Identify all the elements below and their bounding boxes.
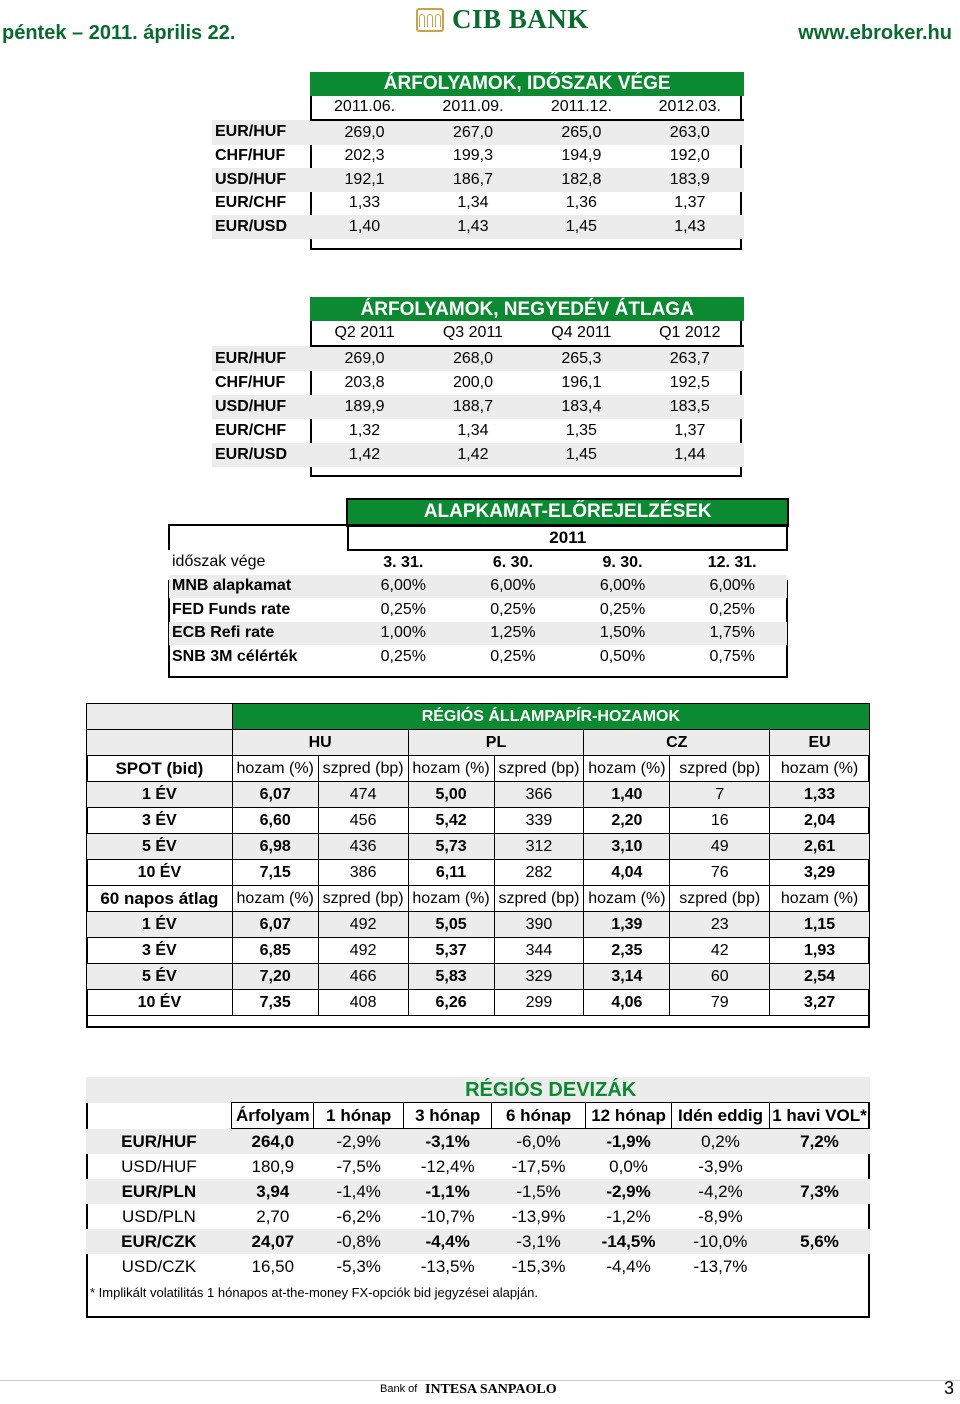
table-row: CHF/HUF 202,3 199,3 194,9 192,0 (215, 147, 710, 165)
table-row: EUR/CHF 1,33 1,34 1,36 1,37 (215, 194, 706, 212)
table-row: MNB alapkamat 6,00% 6,00% 6,00% 6,00% (169, 575, 787, 599)
table-row: USD/HUF 189,9 188,7 183,4 183,5 (212, 395, 744, 419)
column-header: Q1 2012 (636, 321, 744, 346)
table-title: RÉGIÓS DEVIZÁK (232, 1077, 870, 1103)
table-row: EUR/CZK 24,07 -0,8% -4,4% -3,1% -14,5% -10,0% 5,6% (86, 1229, 870, 1254)
table-row: 1 ÉV 6,07 492 5,05 390 1,39 23 1,15 (87, 912, 870, 938)
table-row: EUR/HUF 269,0 268,0 265,3 263,7 (212, 346, 744, 371)
table-row: EUR/USD 1,42 1,42 1,45 1,44 (212, 443, 744, 467)
table-title: ÁRFOLYAMOK, NEGYEDÉV ÁTLAGA (310, 297, 744, 321)
report-date: péntek – 2011. április 22. (2, 22, 236, 44)
column-header: 2011.09. (419, 96, 527, 121)
base-rate-forecast-table (168, 500, 788, 669)
site-link[interactable]: www.ebroker.hu (798, 22, 952, 44)
period-label: időszak vége (172, 553, 266, 571)
table-row: 3 ÉV 6,85 492 5,37 344 2,35 42 1,93 (87, 938, 870, 964)
table-title: ALAPKAMAT-ELŐREJELZÉSEK (348, 500, 787, 525)
column-header: Árfolyam (232, 1103, 314, 1129)
table-row: 1 ÉV 6,07 474 5,00 366 1,40 7 1,33 (87, 782, 870, 808)
table-row: EUR/HUF 269,0 267,0 265,0 263,0 (212, 120, 744, 145)
column-header: 2012.03. (636, 96, 744, 121)
country-header: HU (232, 730, 408, 756)
year-header: 2011 (348, 525, 787, 551)
country-header: EU (770, 730, 870, 756)
bank-of-text: Bank of (380, 1383, 418, 1395)
table-row: SNB 3M célérték 0,25% 0,25% 0,50% 0,75% (172, 647, 755, 665)
table-title: RÉGIÓS ÁLLAMPAPÍR-HOZAMOK (232, 704, 869, 730)
column-header: 1 hónap (314, 1103, 404, 1129)
table-row: 10 ÉV 7,15 386 6,11 282 4,04 76 3,29 (87, 860, 870, 886)
table-row: 10 ÉV 7,35 408 6,26 299 4,06 79 3,27 (87, 990, 870, 1016)
table-title: ÁRFOLYAMOK, IDŐSZAK VÉGE (310, 72, 744, 96)
column-header: 6. 30. (492, 553, 533, 571)
column-header: 3 hónap (404, 1103, 492, 1129)
table-row: EUR/PLN 3,94 -1,4% -1,1% -1,5% -2,9% -4,2% 7,3% (86, 1179, 870, 1204)
column-header: Q3 2011 (419, 321, 527, 346)
table-row: EUR/CHF 1,32 1,34 1,35 1,37 (215, 422, 706, 439)
cib-logo-icon (416, 8, 444, 32)
rates-quarter-average-table (212, 297, 744, 467)
column-header: 6 hónap (492, 1103, 586, 1129)
column-header: 2011.06. (310, 96, 418, 121)
column-header: Q4 2011 (527, 321, 635, 346)
column-header: 3. 31. (383, 553, 424, 571)
table-row: FED Funds rate 0,25% 0,25% 0,25% 0,25% (172, 600, 755, 618)
page-number: 3 (943, 1378, 954, 1398)
table-row: ECB Refi rate 1,00% 1,25% 1,50% 1,75% (169, 622, 787, 646)
country-header: CZ (584, 730, 770, 756)
column-header: 9. 30. (602, 553, 643, 571)
column-header: 2011.12. (527, 96, 635, 121)
footnote: * Implikált volatilitás 1 hónapos at-the-money FX-opciók bid jegyzései alapján. (90, 1284, 539, 1300)
table-row: USD/CZK 16,50 -5,3% -13,5% -15,3% -4,4% -13,7% (121, 1257, 748, 1276)
cib-logo-text: CIB BANK (452, 4, 589, 34)
column-header: 12. 31. (707, 553, 757, 571)
table-row: 5 ÉV 6,98 436 5,73 312 3,10 49 2,61 (87, 834, 870, 860)
table-row: EUR/HUF 264,0 -2,9% -3,1% -6,0% -1,9% 0,2% 7,2% (86, 1129, 870, 1155)
table-row: 3 ÉV 6,60 456 5,42 339 2,20 16 2,04 (87, 808, 870, 834)
table-row: 5 ÉV 7,20 466 5,83 329 3,14 60 2,54 (87, 964, 870, 990)
column-header: Q2 2011 (310, 321, 418, 346)
column-header: 12 hónap (586, 1103, 672, 1129)
column-header: 1 havi VOL* (769, 1103, 869, 1129)
table-row: USD/HUF 180,9 -7,5% -12,4% -17,5% 0,0% -3,9% (121, 1157, 743, 1176)
table-row: USD/HUF 192,1 186,7 182,8 183,9 (212, 168, 744, 192)
cib-logo (416, 4, 589, 35)
column-header: Idén eddig (672, 1103, 770, 1129)
section-label: SPOT (bid) (87, 756, 233, 782)
table-row: CHF/HUF 203,8 200,0 196,1 192,5 (215, 374, 710, 391)
rates-period-end-table (212, 72, 744, 239)
table-row: USD/PLN 2,70 -6,2% -10,7% -13,9% -1,2% -8,9% (122, 1207, 743, 1226)
country-header: PL (408, 730, 584, 756)
regional-fx-table (86, 1077, 870, 1305)
page-header (0, 0, 960, 60)
table-row: EUR/USD 1,40 1,43 1,45 1,43 (212, 215, 744, 239)
section-label: 60 napos átlag (87, 886, 233, 912)
intesa-logo: INTESA SANPAOLO (425, 1382, 557, 1397)
regional-bond-yields-table: RÉGIÓS ÁLLAMPAPÍR-HOZAMOK HU PL CZ EU SPOT (bid) hozam (%) szpred (bp) hozam (%) szpred (bp) hozam (%) szpred (bp) hozam (%) 1 ÉV 6,07 474 5,00 366 1,40 7 1,33 3 ÉV 6,60 456 5,42 339 2,20 16 2,04 5 ÉV 6,98 436 5,73 312 3,10 49 2,61 10 ÉV 7,15 386 6,11 282 4,04 76 3,29 60 napos átlag hozam (%) szpred (bp) hozam (%) szpred (bp) hozam (%) szpred (bp) hozam (%) 1 ÉV 6,07 492 5,05 390 1,39 23 1,15 3 ÉV 6,85 492 5,37 344 2,35 42 1,93 5 ÉV 7,20 466 5,83 329 3,14 60 2,54 10 ÉV 7,35 408 6,26 299 4,06 79 3,27 (86, 703, 870, 1016)
